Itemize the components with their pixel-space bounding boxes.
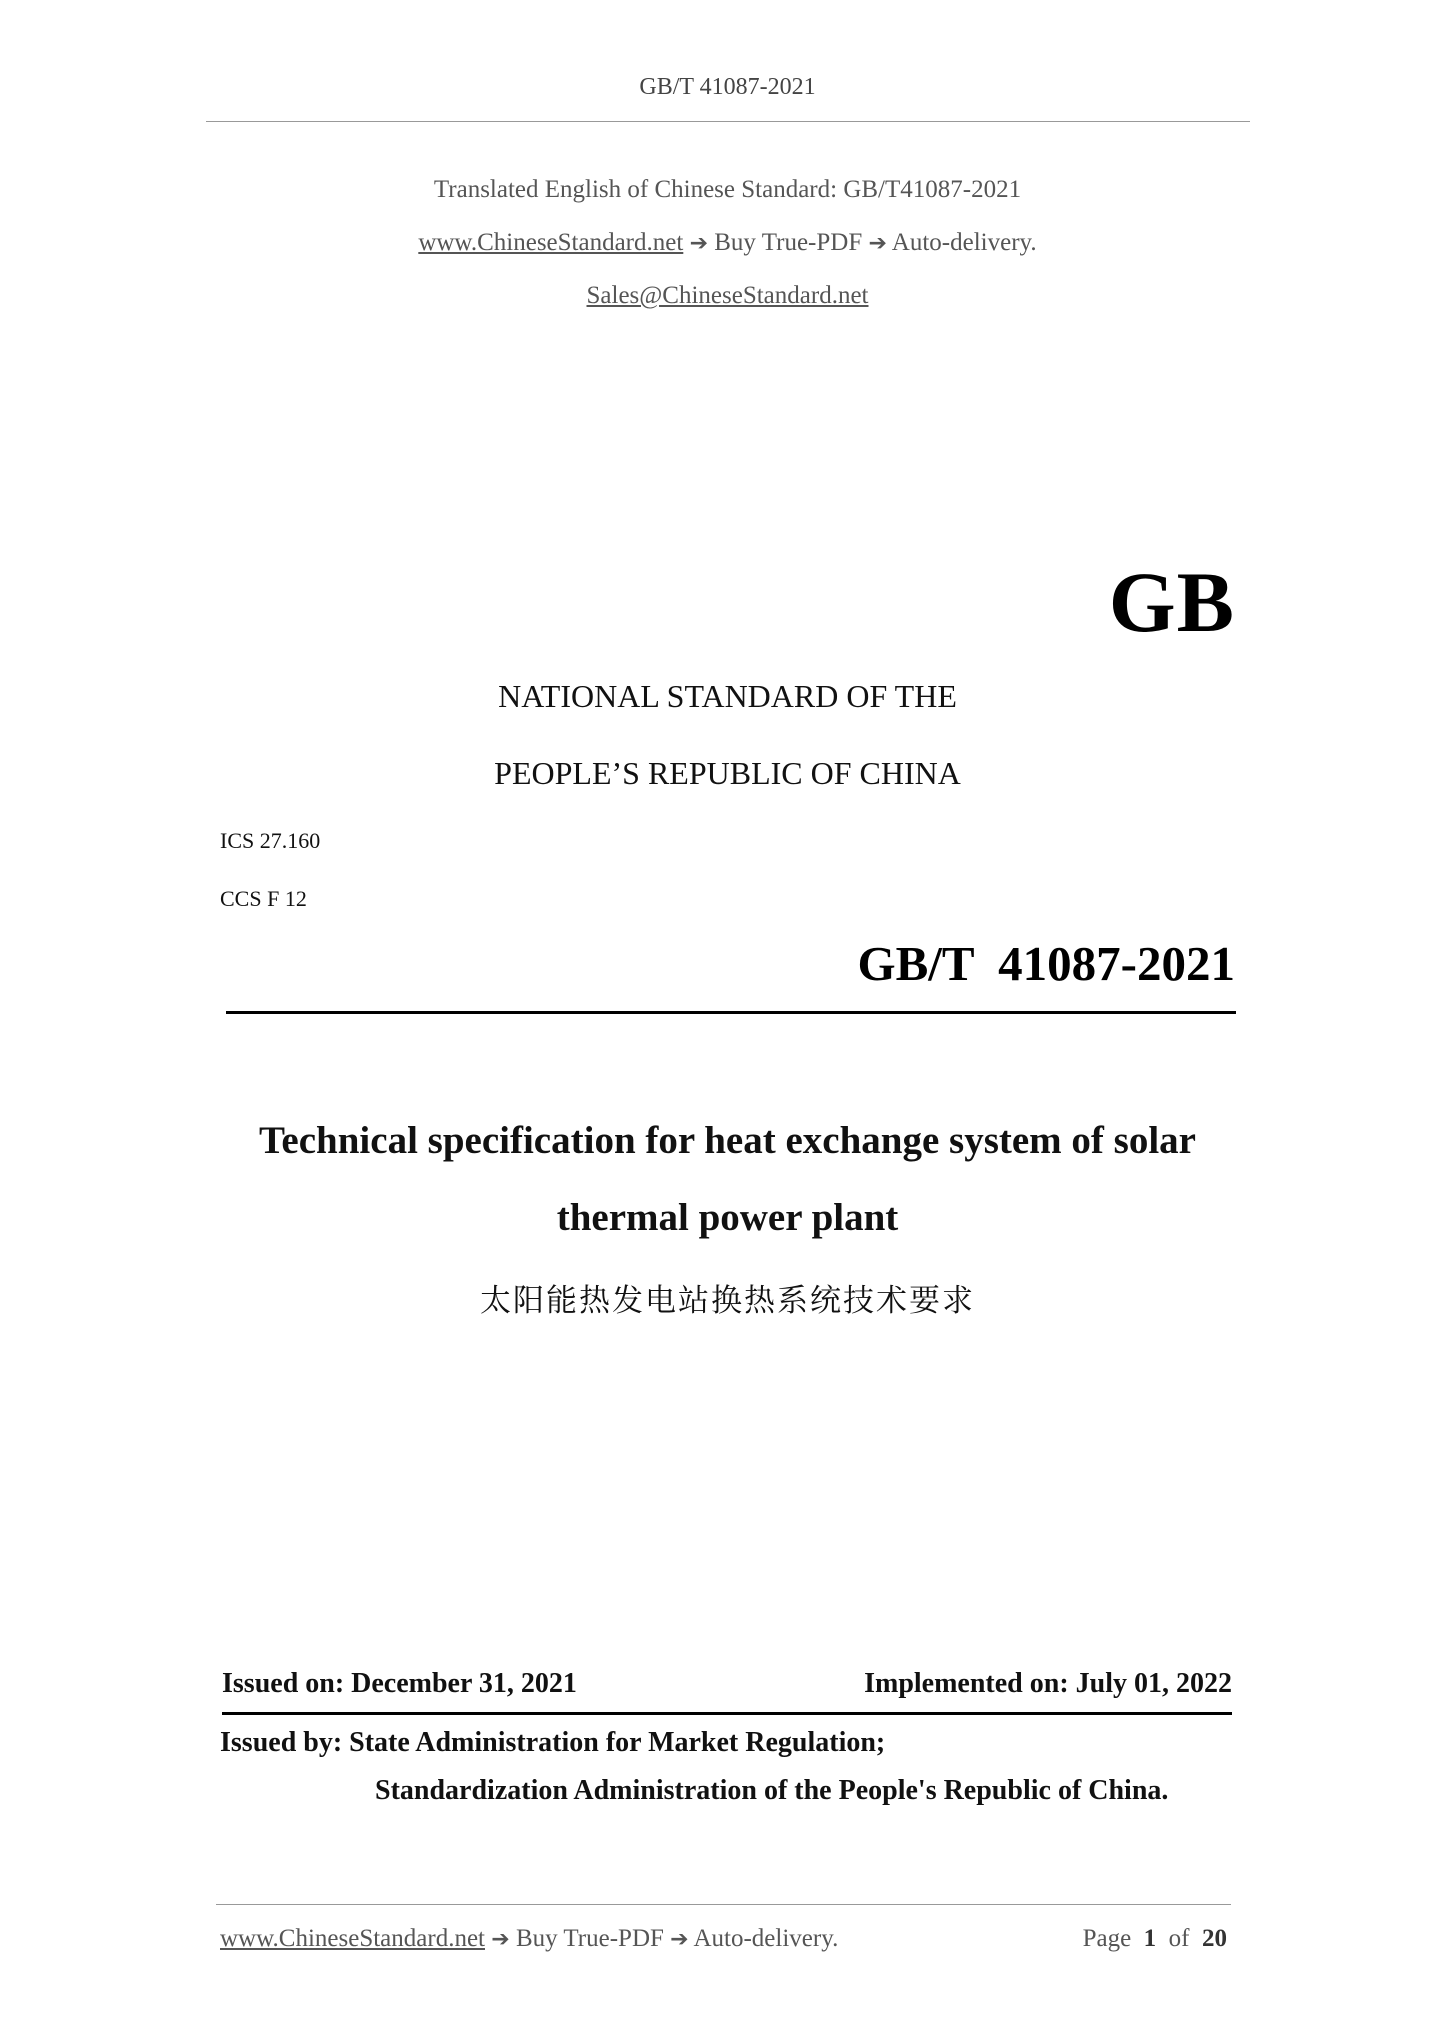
arrow-right-icon: ➔ <box>670 1927 689 1952</box>
footer-site-link[interactable]: www.ChineseStandard.net <box>220 1925 485 1952</box>
implemented-on-date: Implemented on: July 01, 2022 <box>864 1668 1232 1699</box>
ics-code: ICS 27.160 <box>220 828 321 853</box>
document-title-chinese: 太阳能热发电站换热系统技术要求 <box>480 1283 975 1319</box>
footer-purchase-line <box>220 1925 838 1953</box>
ccs-code: CCS F 12 <box>220 886 307 911</box>
arrow-right-icon: ➔ <box>868 231 887 256</box>
buy-true-pdf-text: Buy True-PDF <box>714 229 863 256</box>
purchase-line <box>0 229 1445 257</box>
page-current: 1 <box>1143 1925 1157 1952</box>
footer-divider <box>216 1904 1231 1905</box>
auto-delivery-text: Auto-delivery. <box>891 229 1037 256</box>
gb-logo: GB <box>1108 554 1235 650</box>
footer-auto-delivery-text: Auto-delivery. <box>693 1925 839 1952</box>
page-counter <box>1083 1925 1227 1953</box>
page-of-label: of <box>1168 1925 1190 1952</box>
issuance-rule <box>222 1712 1232 1715</box>
translation-notice: Translated English of Chinese Standard: GB/T41087-2021 <box>433 176 1022 203</box>
document-title-line-2: thermal power plant <box>556 1196 899 1239</box>
issued-by-line-1: Issued by: State Administration for Market Regulation; <box>220 1727 886 1758</box>
national-standard-line-2: PEOPLE’S REPUBLIC OF CHINA <box>494 755 961 791</box>
issued-on-date: Issued on: December 31, 2021 <box>222 1668 577 1699</box>
arrow-right-icon: ➔ <box>689 231 708 256</box>
running-header-title: GB/T 41087-2021 <box>639 74 816 100</box>
footer-buy-true-pdf-text: Buy True-PDF <box>515 1925 664 1952</box>
email-line <box>0 282 1445 310</box>
page-label: Page <box>1082 1925 1132 1952</box>
sales-email-link[interactable]: Sales@ChineseStandard.net <box>586 282 869 309</box>
issued-by-line-2: Standardization Administration of the People's Republic of China. <box>375 1775 1169 1806</box>
standard-number-rule <box>226 1011 1236 1014</box>
national-standard-line-1: NATIONAL STANDARD OF THE <box>498 678 957 714</box>
standard-number: GB/T 41087-2021 <box>857 936 1235 991</box>
header-divider <box>206 121 1250 122</box>
site-link[interactable]: www.ChineseStandard.net <box>418 229 684 256</box>
page-total: 20 <box>1202 1925 1227 1952</box>
document-title-line-1: Technical specification for heat exchange system of solar <box>259 1119 1196 1162</box>
arrow-right-icon: ➔ <box>491 1927 510 1952</box>
